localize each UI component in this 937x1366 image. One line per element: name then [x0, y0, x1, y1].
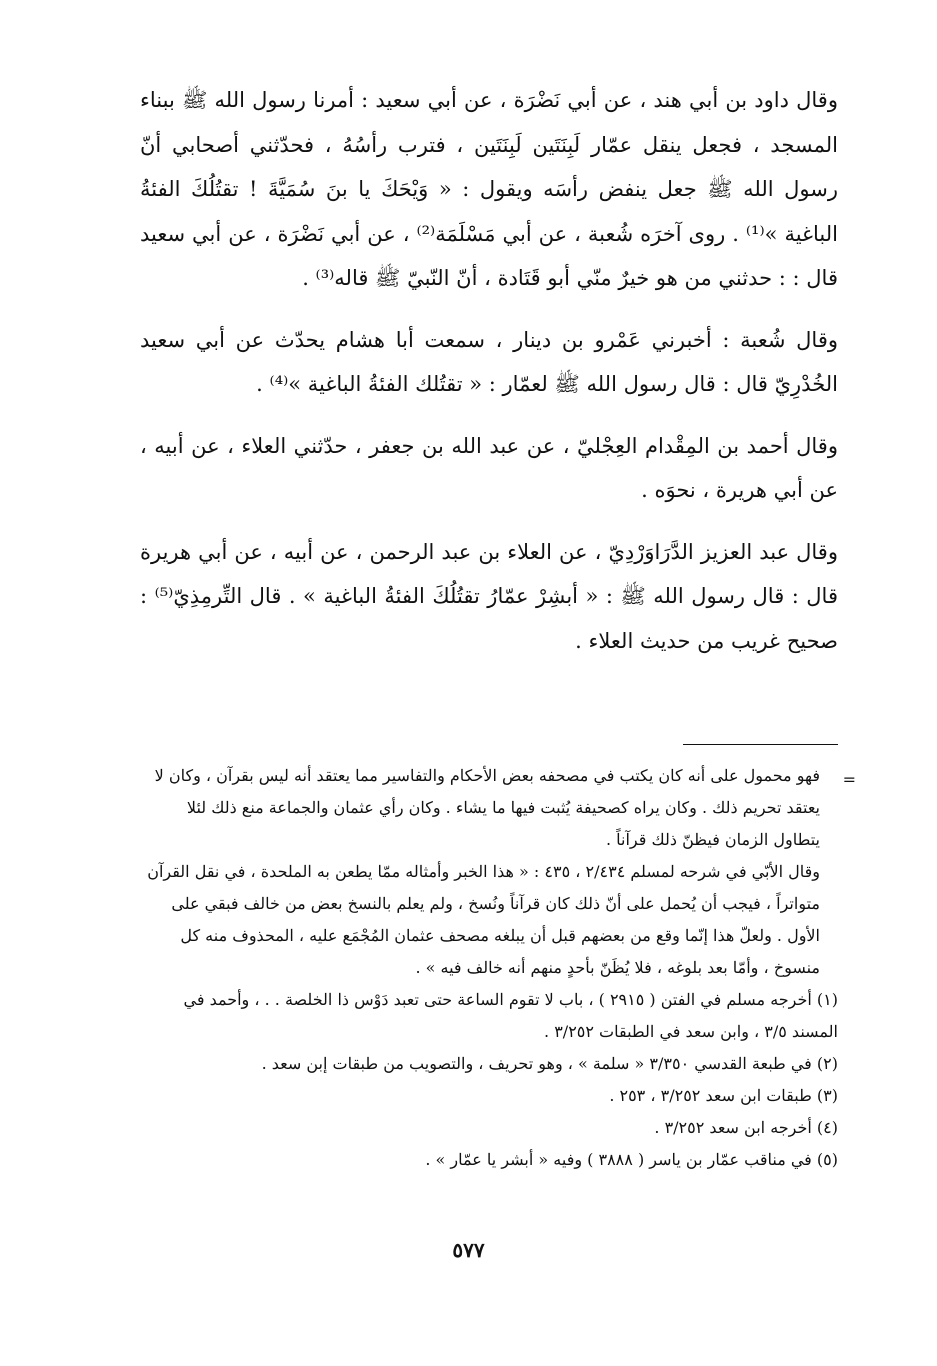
- main-paragraph-3: وقال أحمد بن المِقْدام العِجْليّ ، عن عبد الله بن جعفر ، حدّثني العلاء ، عن أبيه ، عن أبي هريرة ، نحوَه .: [140, 433, 838, 502]
- footnote-4: (٤) أخرجه ابن سعد ٣/٢٥٢ .: [654, 1118, 838, 1137]
- footnotes-section: [140, 760, 856, 1176]
- footnote-separator-rule: [683, 744, 838, 745]
- footnote-continuation: فهو محمول على أنه كان يكتب في مصحفه بعض الأحكام والتفاسير مما يعتقد أنه ليس بقرآن ، وكان لا يعتقد تحريم ذلك . وكان يراه كصحيفة يُثبت فيها ما يشاء . وكان رأي عثمان والجماعة منع ذلك لئلا يتطاول الزمان فيظنّ ذلك قرآناً .: [154, 766, 820, 849]
- main-paragraph-1: وقال داود بن أبي هند ، عن أبي نَضْرَة ، عن أبي سعيد : أمرنا رسول الله ﷺ ببناء المسجد ، فجعل ينقل عمّار لَبِنَتَين لَبِنَتَين ، فترب رأسُهُ ، فحدّثني أصحابي أنّ رسول الله ﷺ جعل ينفض رأسَه ويقول : « وَيْحَكَ يا بنَ سُمَيَّةَ ! تقتُلُكَ الفئةُ الباغية »⁽¹⁾ . روى آخرَه شُعبة ، عن أبي مَسْلَمَة⁽²⁾ ، عن أبي نَضْرَة ، عن أبي سعيد قال : : حدثني من هو خيرٌ منّي أبو قَتَادة ، أنّ النّبيّ ﷺ قاله⁽³⁾ .: [140, 88, 838, 290]
- footnote-5: (٥) في مناقب عمّار بن ياسر ( ٣٨٨٨ ) وفيه « أبشر يا عمّار » .: [425, 1150, 838, 1169]
- main-paragraph-4: وقال عبد العزيز الدَّرَاوَرْدِيّ ، عن العلاء بن عبد الرحمن ، عن أبيه ، عن أبي هريرة قال : قال رسول الله ﷺ : « أبشِرْ عمّارُ تقتُلُكَ الفئةُ الباغية » . قال التِّرمِذِيّ⁽⁵⁾ : صحيح غريب من حديث العلاء .: [140, 539, 838, 653]
- footnote-continuation-2: وقال الأبّي في شرحه لمسلم ٢/٤٣٤ ، ٤٣٥ : « هذا الخبر وأمثاله ممّا يطعن به الملحدة ، في نقل القرآن متواتراً ، فيجب أن يُحمل على أنّ ذلك كان قرآناً ونُسخ ، ولم يعلم بالنسخ بعض من خالف فبقي على الأول . ولعلّ هذا إنّما وقع من بعضهم قبل أن يبلغه مصحف عثمان المُجْمَع عليه ، المحذوف منه كل منسوخ ، وأمّا بعد بلوغه ، فلا يُظَنّ بأحدٍ منهم أنه خالف فيه » .: [147, 862, 820, 977]
- main-text-body: [140, 78, 838, 680]
- footnote-1: (١) أخرجه مسلم في الفتن ( ٢٩١٥ ) ، باب لا تقوم الساعة حتى تعبد دَوْس ذا الخلصة . . ، وأحمد في المسند ٣/٥ ، وابن سعد في الطبقات ٣/٢٥٢ .: [183, 990, 838, 1041]
- footnote-continuation-marker: =: [842, 770, 856, 789]
- main-paragraph-2: وقال شُعبة : أخبرني عَمْرو بن دينار ، سمعت أبا هشام يحدّث عن أبي سعيد الخُدْرِيّ قال : قال رسول الله ﷺ لعمّار : « تقتُلك الفئةُ الباغية »⁽⁴⁾ .: [140, 327, 838, 396]
- footnote-3: (٣) طبقات ابن سعد ٣/٢٥٢ ، ٢٥٣ .: [609, 1086, 838, 1105]
- footnote-2: (٢) في طبعة القدسي ٣/٣٥٠ « سلمة » ، وهو تحريف ، والتصويب من طبقات إبن سعد .: [261, 1054, 838, 1073]
- page-number: ٥٧٧: [452, 1238, 485, 1262]
